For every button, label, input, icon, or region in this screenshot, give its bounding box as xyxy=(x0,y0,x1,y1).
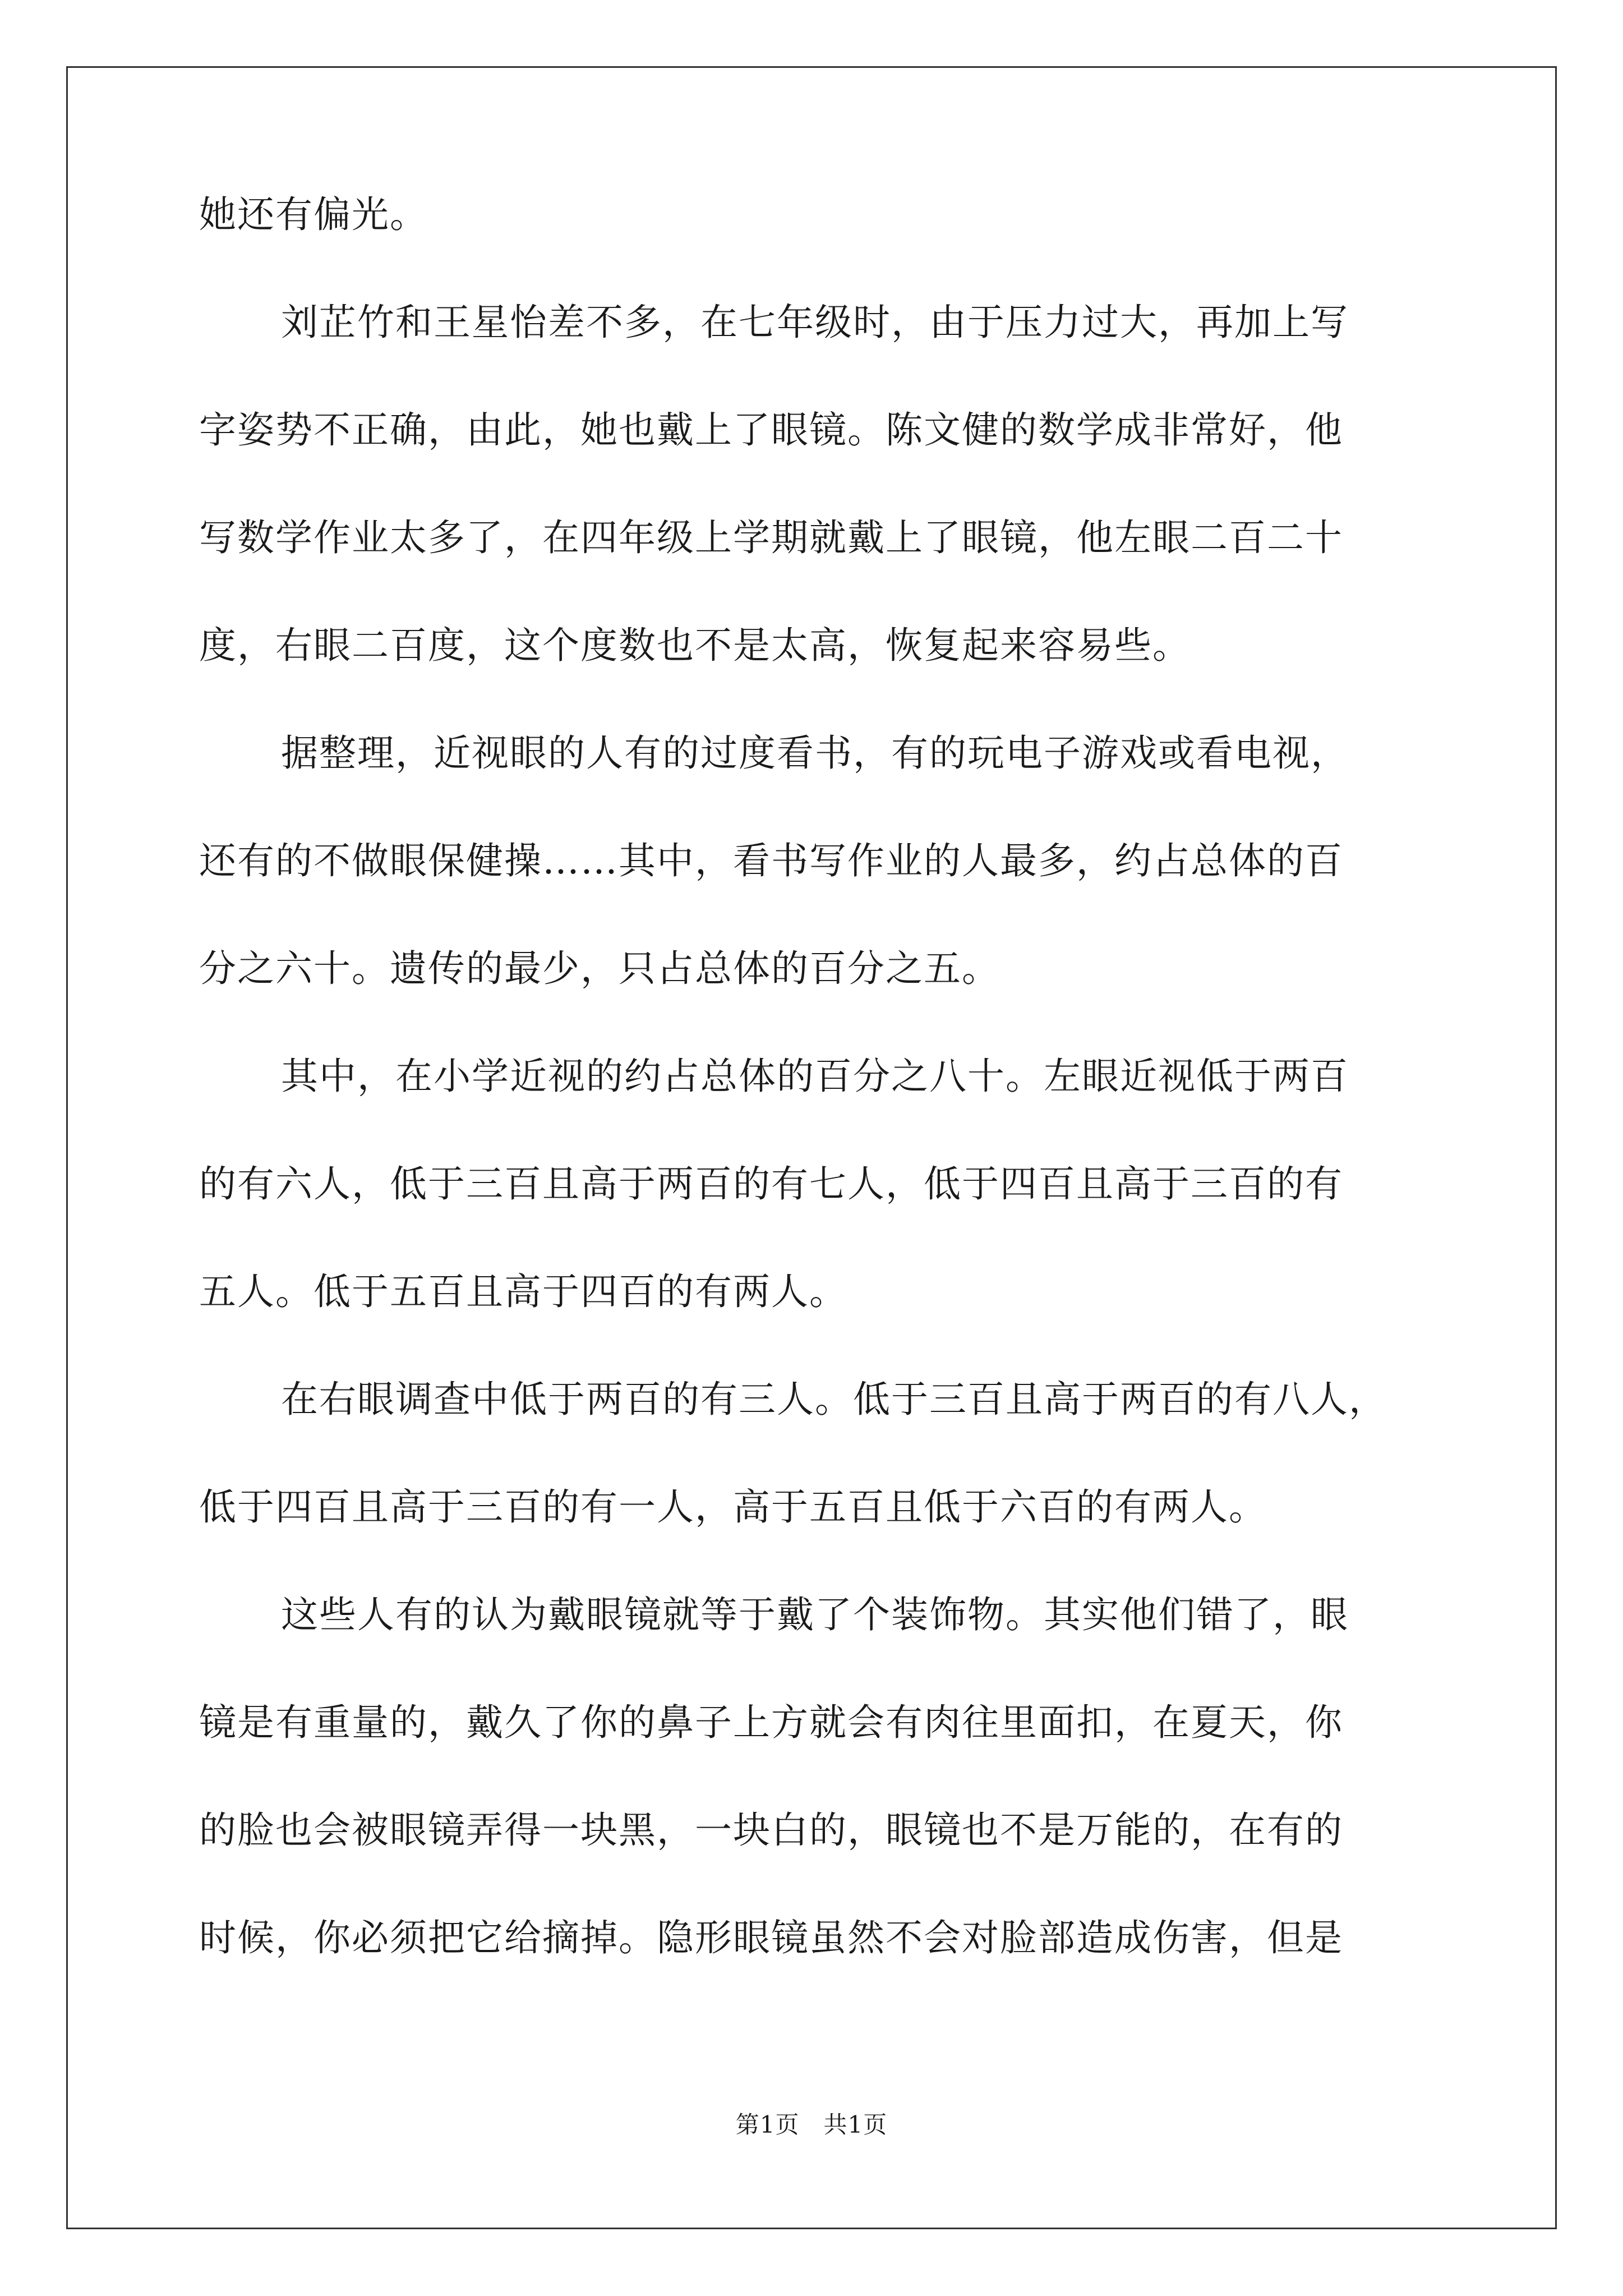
text-line: 的有六人，低于三百且高于两百的有七人，低于四百且高于三百的有 xyxy=(199,1162,1343,1205)
text-line: 在右眼调查中低于两百的有三人。低于三百且高于两百的有八人， xyxy=(281,1378,1387,1421)
text-line: 写数学作业太多了，在四年级上学期就戴上了眼镜，他左眼二百二十 xyxy=(199,516,1343,559)
document-body xyxy=(199,188,1438,2019)
text-line: 这些人有的认为戴眼镜就等于戴了个装饰物。其实他们错了，眼 xyxy=(281,1593,1349,1636)
page-number: 第1页 共1页 xyxy=(735,2111,888,2138)
text-line: 字姿势不正确，由此，她也戴上了眼镜。陈文健的数学成非常好，他 xyxy=(199,408,1343,452)
text-line: 时候，你必须把它给摘掉。隐形眼镜虽然不会对脸部造成伤害，但是 xyxy=(199,1916,1343,1959)
text-line: 据整理，近视眼的人有的过度看书，有的玩电子游戏或看电视， xyxy=(281,731,1349,775)
text-line: 她还有偏光。 xyxy=(199,193,428,236)
text-line: 低于四百且高于三百的有一人，高于五百且低于六百的有两人。 xyxy=(199,1485,1267,1529)
text-line: 镜是有重量的，戴久了你的鼻子上方就会有肉往里面扣，在夏天，你 xyxy=(199,1701,1343,1744)
text-line: 度，右眼二百度，这个度数也不是太高，恢复起来容易些。 xyxy=(199,624,1191,667)
text-line: 其中，在小学近视的约占总体的百分之八十。左眼近视低于两百 xyxy=(281,1055,1349,1098)
text-line: 还有的不做眼保健操……其中，看书写作业的人最多，约占总体的百 xyxy=(199,839,1343,882)
text-line: 五人。低于五百且高于四百的有两人。 xyxy=(199,1270,847,1313)
text-line: 分之六十。遗传的最少，只占总体的百分之五。 xyxy=(199,947,1000,990)
text-line: 的脸也会被眼镜弄得一块黑，一块白的，眼镜也不是万能的，在有的 xyxy=(199,1809,1343,1852)
page-footer xyxy=(0,2108,1623,2142)
text-line: 刘芷竹和王星怡差不多，在七年级时，由于压力过大，再加上写 xyxy=(281,301,1349,344)
